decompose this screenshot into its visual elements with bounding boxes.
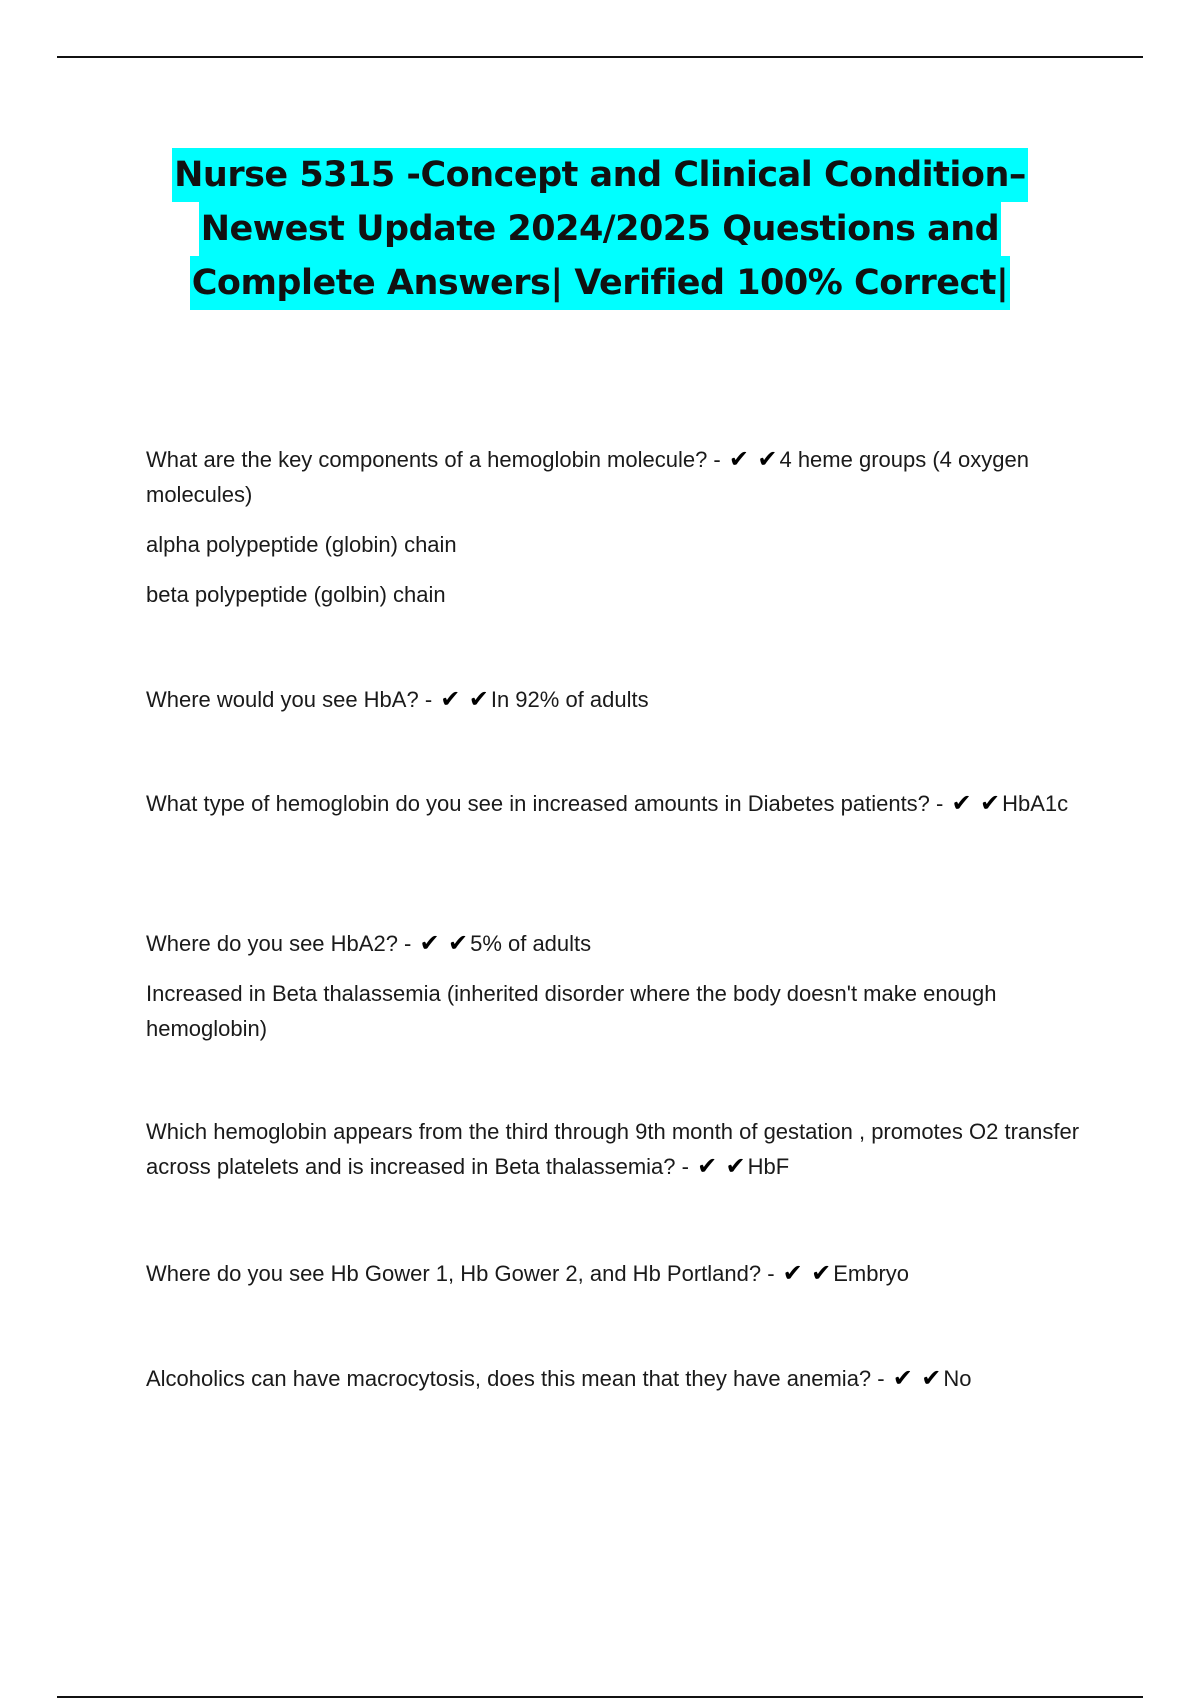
bottom-rule — [57, 1696, 1143, 1698]
qa-item-6 — [146, 1256, 1086, 1306]
qa-question-line — [146, 442, 1086, 512]
question-text: What type of hemoglobin do you see in increased amounts in Diabetes patients? - — [146, 791, 944, 816]
answer-text: No — [943, 1366, 972, 1391]
question-text: Where do you see Hb Gower 1, Hb Gower 2, and Hb Portland? - — [146, 1261, 775, 1286]
question-text: Where do you see HbA2? - — [146, 931, 412, 956]
double-check-icon: ✔ ✔ — [782, 1259, 832, 1287]
question-text: Which hemoglobin appears from the third through 9th month of gestation , promotes O2 transfer across platelets and is increased in Beta thalassemia? - — [146, 1119, 1080, 1179]
qa-item-4 — [146, 926, 1086, 1061]
qa-question-line — [146, 1256, 1086, 1291]
qa-question-line — [146, 786, 1086, 821]
qa-question-line — [146, 926, 1086, 961]
title-line-1: Nurse 5315 -Concept and Clinical Condition– — [172, 148, 1028, 202]
answer-text: 4 heme groups (4 oxygen molecules) — [146, 447, 1029, 507]
qa-question-line — [146, 682, 1086, 717]
answer-detail: alpha polypeptide (globin) chain — [146, 532, 457, 557]
double-check-icon: ✔ ✔ — [892, 1364, 942, 1392]
qa-item-3 — [146, 786, 1086, 836]
answer-detail: Increased in Beta thalassemia (inherited disorder where the body doesn't make enough hemoglobin) — [146, 981, 997, 1041]
qa-question-line — [146, 1114, 1086, 1184]
question-text: Where would you see HbA? - — [146, 687, 433, 712]
qa-item-7 — [146, 1361, 1086, 1411]
answer-text: 5% of adults — [470, 931, 592, 956]
answer-text: HbA1c — [1002, 791, 1069, 816]
answer-text: HbF — [747, 1154, 790, 1179]
double-check-icon: ✔ ✔ — [728, 445, 778, 473]
document-title — [0, 148, 1200, 310]
qa-item-2 — [146, 682, 1086, 732]
answer-text: In 92% of adults — [490, 687, 649, 712]
question-text: Alcoholics can have macrocytosis, does this mean that they have anemia? - — [146, 1366, 885, 1391]
title-line-2: Newest Update 2024/2025 Questions and — [199, 202, 1001, 256]
qa-item-1 — [146, 442, 1086, 627]
double-check-icon: ✔ ✔ — [419, 929, 469, 957]
double-check-icon: ✔ ✔ — [697, 1152, 746, 1180]
answer-detail: beta polypeptide (golbin) chain — [146, 582, 446, 607]
double-check-icon: ✔ ✔ — [440, 685, 489, 713]
title-line-3: Complete Answers| Verified 100% Correct| — [190, 256, 1011, 310]
qa-question-line — [146, 1361, 1086, 1396]
qa-item-5 — [146, 1114, 1086, 1199]
answer-text: Embryo — [833, 1261, 910, 1286]
double-check-icon: ✔ ✔ — [951, 789, 1001, 817]
top-rule — [57, 56, 1143, 58]
question-text: What are the key components of a hemoglobin molecule? - — [146, 447, 721, 472]
